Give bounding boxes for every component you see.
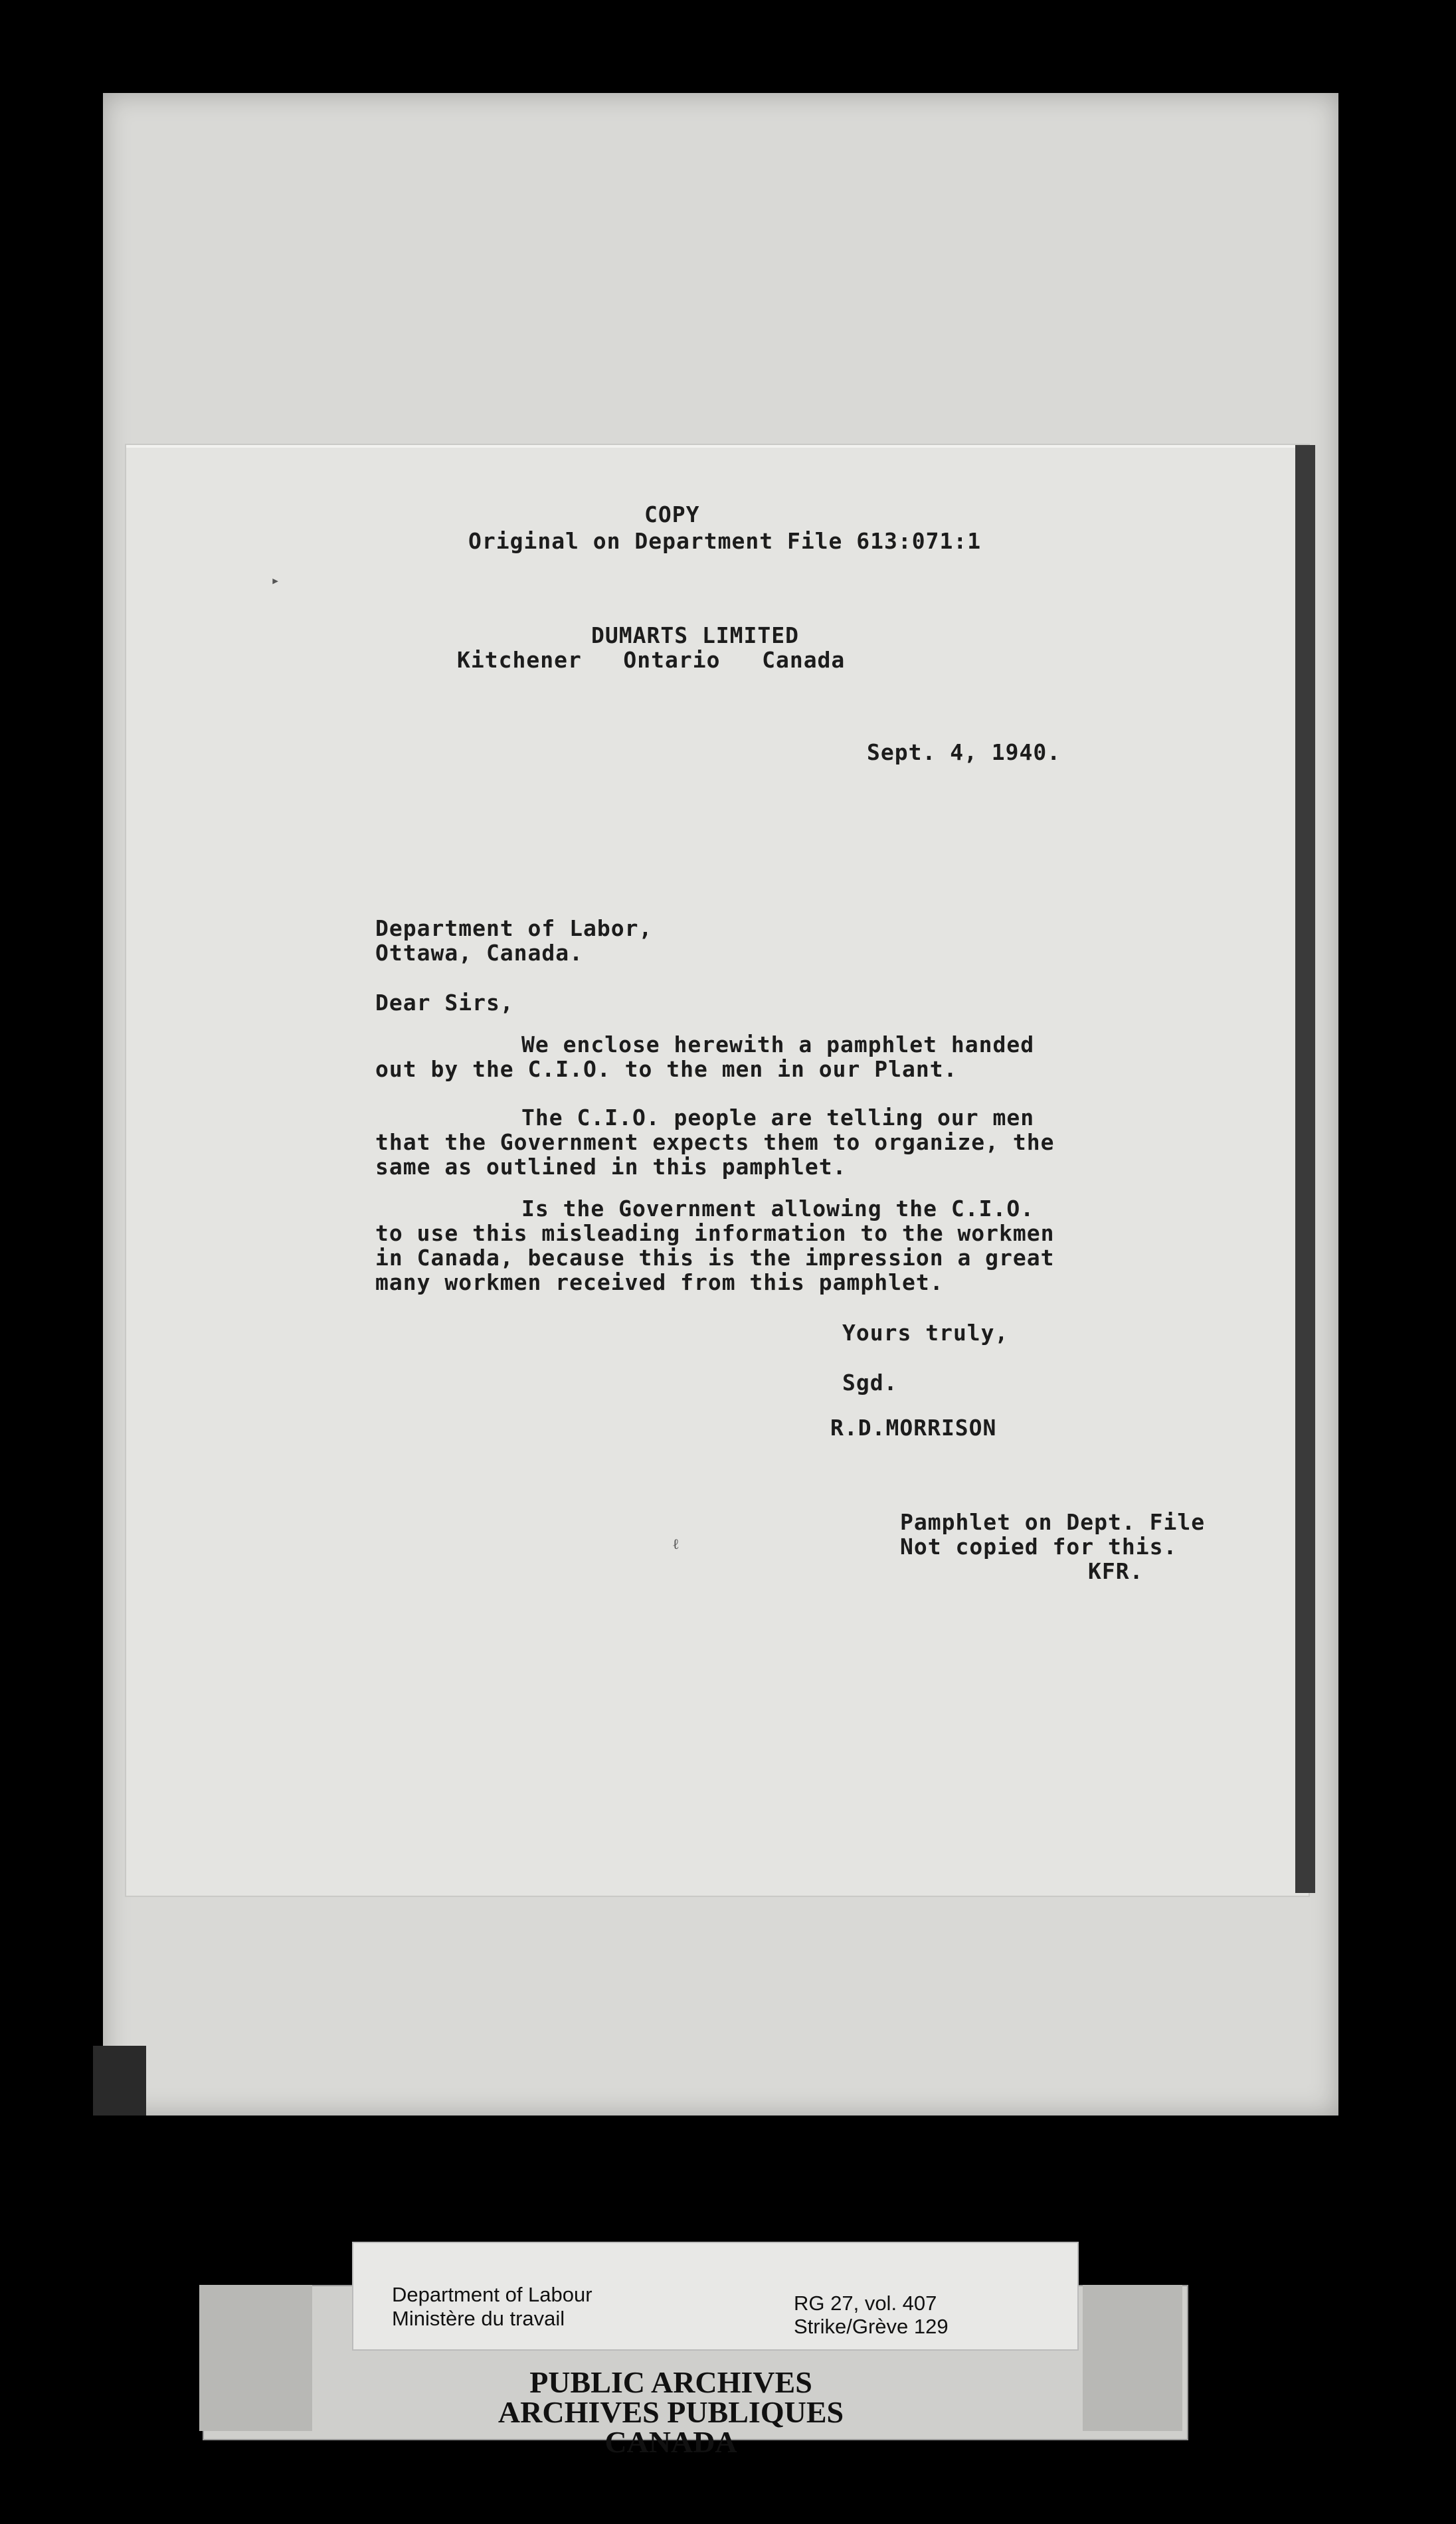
archive-reference: RG 27, vol. 407 xyxy=(794,2292,937,2315)
original-file-note: Original on Department File 613:071:1 xyxy=(468,528,982,554)
para3-line1: Is the Government allowing the C.I.O. xyxy=(521,1196,1035,1221)
copy-heading: COPY xyxy=(644,501,700,527)
ink-mark: ▸ xyxy=(271,573,280,589)
para3-line4: many workmen received from this pamphlet. xyxy=(375,1269,944,1295)
torn-corner xyxy=(93,2046,146,2116)
para3-line2: to use this misleading information to the workmen xyxy=(375,1220,1055,1246)
archives-stamp-line2: ARCHIVES PUBLIQUES xyxy=(498,2395,844,2429)
archives-stamp-line1: PUBLIC ARCHIVES xyxy=(529,2365,812,2399)
label-tab-left xyxy=(199,2285,312,2431)
dept-en: Department of Labour xyxy=(392,2283,592,2306)
company-name: DUMARTS LIMITED xyxy=(591,622,800,648)
para2-line1: The C.I.O. people are telling our men xyxy=(521,1105,1035,1130)
para3-line3: in Canada, because this is the impression a great xyxy=(375,1245,1055,1271)
note-line2: Not copied for this. xyxy=(900,1534,1178,1560)
letter-date: Sept. 4, 1940. xyxy=(867,739,1061,765)
archives-stamp-line3: CANADA xyxy=(604,2425,737,2459)
para2-line3: same as outlined in this pamphlet. xyxy=(375,1154,847,1180)
signed-mark: Sgd. xyxy=(842,1370,898,1396)
note-line3: KFR. xyxy=(1088,1558,1144,1584)
dept-fr: Ministère du travail xyxy=(392,2307,565,2330)
strike-number: Strike/Grève 129 xyxy=(794,2315,949,2338)
ink-mark: ℓ xyxy=(672,1536,680,1553)
signatory-name: R.D.MORRISON xyxy=(830,1415,997,1441)
salutation: Dear Sirs, xyxy=(375,990,514,1016)
note-line1: Pamphlet on Dept. File xyxy=(900,1509,1206,1535)
recipient-line2: Ottawa, Canada. xyxy=(375,940,584,966)
para1-line2: out by the C.I.O. to the men in our Plant. xyxy=(375,1056,958,1082)
para1-line1: We enclose herewith a pamphlet handed xyxy=(521,1032,1035,1057)
para2-line2: that the Government expects them to organize, the xyxy=(375,1129,1055,1155)
closing: Yours truly, xyxy=(842,1320,1009,1346)
label-tab-right xyxy=(1083,2285,1182,2431)
company-address: Kitchener Ontario Canada xyxy=(457,647,846,673)
recipient-line1: Department of Labor, xyxy=(375,915,653,941)
letter-edge-shadow xyxy=(1295,445,1315,1893)
